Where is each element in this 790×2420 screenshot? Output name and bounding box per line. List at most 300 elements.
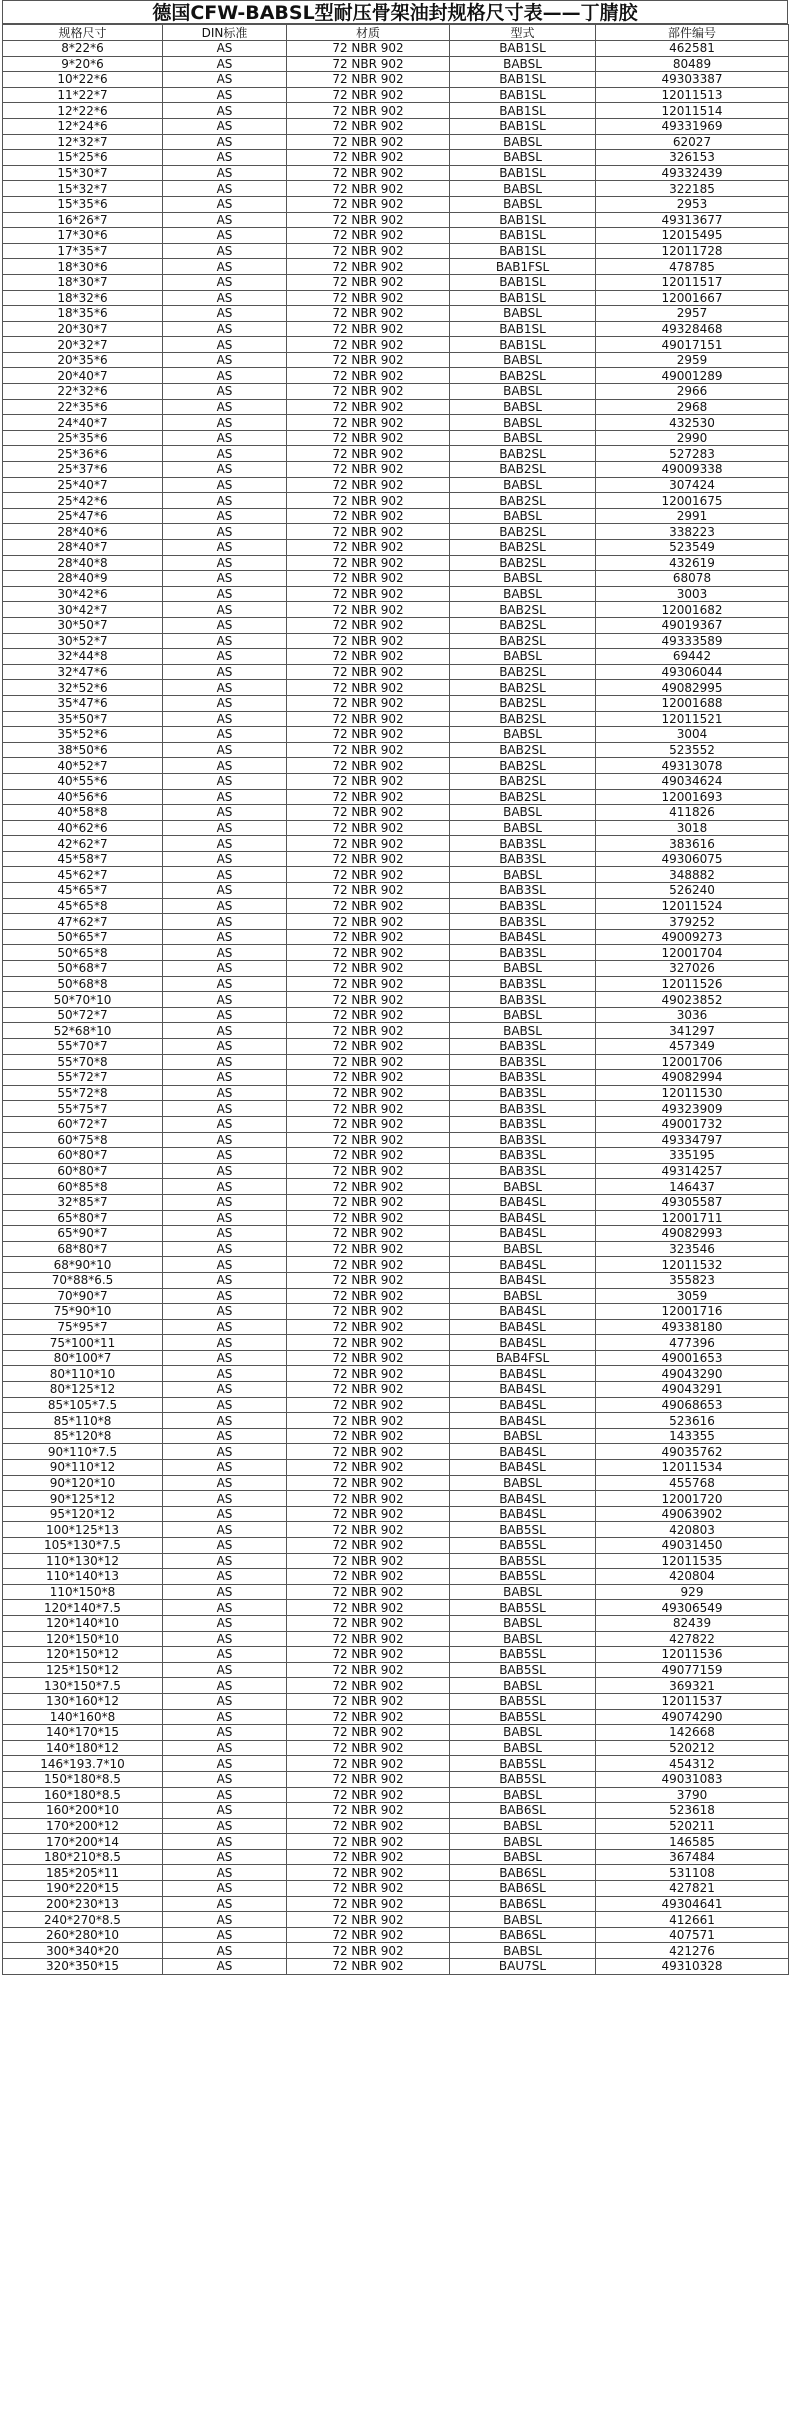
cell-din: AS — [163, 992, 287, 1008]
cell-part-number: 49034624 — [596, 773, 789, 789]
cell-din: AS — [163, 118, 287, 134]
table-row — [3, 368, 789, 384]
cell-din: AS — [163, 1600, 287, 1616]
cell-din: AS — [163, 1023, 287, 1039]
table-row — [3, 1241, 789, 1257]
cell-type: BABSL — [450, 649, 596, 665]
table-row — [3, 1553, 789, 1569]
cell-material: 72 NBR 902 — [287, 586, 450, 602]
cell-type: BABSL — [450, 1288, 596, 1304]
cell-part-number: 80489 — [596, 56, 789, 72]
cell-din: AS — [163, 243, 287, 259]
cell-material: 72 NBR 902 — [287, 898, 450, 914]
cell-type: BAB4SL — [450, 1366, 596, 1382]
table-row — [3, 165, 789, 181]
cell-part-number: 520212 — [596, 1740, 789, 1756]
cell-din: AS — [163, 789, 287, 805]
cell-type: BAB3SL — [450, 976, 596, 992]
cell-type: BABSL — [450, 1818, 596, 1834]
cell-part-number: 432619 — [596, 555, 789, 571]
header-material: 材质 — [287, 25, 450, 41]
cell-material: 72 NBR 902 — [287, 1023, 450, 1039]
cell-size: 170*200*12 — [3, 1818, 163, 1834]
table-row — [3, 1366, 789, 1382]
cell-din: AS — [163, 914, 287, 930]
table-row — [3, 1163, 789, 1179]
cell-part-number: 2966 — [596, 384, 789, 400]
cell-material: 72 NBR 902 — [287, 1912, 450, 1928]
cell-size: 180*210*8.5 — [3, 1849, 163, 1865]
cell-size: 55*72*8 — [3, 1085, 163, 1101]
table-row — [3, 1428, 789, 1444]
cell-material: 72 NBR 902 — [287, 508, 450, 524]
cell-type: BAB1SL — [450, 72, 596, 88]
cell-din: AS — [163, 883, 287, 899]
cell-din: AS — [163, 945, 287, 961]
cell-type: BAB4SL — [450, 1335, 596, 1351]
cell-size: 18*35*6 — [3, 306, 163, 322]
table-row — [3, 617, 789, 633]
cell-type: BABSL — [450, 1179, 596, 1195]
table-row — [3, 1693, 789, 1709]
cell-type: BAB4SL — [450, 1397, 596, 1413]
cell-type: BAB5SL — [450, 1693, 596, 1709]
cell-material: 72 NBR 902 — [287, 1787, 450, 1803]
cell-size: 11*22*7 — [3, 87, 163, 103]
cell-type: BAB1SL — [450, 41, 596, 57]
table-row — [3, 1210, 789, 1226]
table-row — [3, 992, 789, 1008]
cell-din: AS — [163, 493, 287, 509]
table-row — [3, 1709, 789, 1725]
cell-part-number: 427821 — [596, 1881, 789, 1897]
cell-size: 18*30*7 — [3, 274, 163, 290]
cell-material: 72 NBR 902 — [287, 290, 450, 306]
cell-din: AS — [163, 1148, 287, 1164]
cell-din: AS — [163, 150, 287, 166]
table-row — [3, 1039, 789, 1055]
cell-material: 72 NBR 902 — [287, 243, 450, 259]
cell-part-number: 523616 — [596, 1413, 789, 1429]
cell-size: 185*205*11 — [3, 1865, 163, 1881]
cell-size: 65*80*7 — [3, 1210, 163, 1226]
cell-din: AS — [163, 1319, 287, 1335]
cell-part-number: 523549 — [596, 540, 789, 556]
cell-size: 300*340*20 — [3, 1943, 163, 1959]
cell-part-number: 421276 — [596, 1943, 789, 1959]
cell-size: 55*70*8 — [3, 1054, 163, 1070]
cell-part-number: 12001706 — [596, 1054, 789, 1070]
cell-type: BAB1SL — [450, 243, 596, 259]
cell-type: BABSL — [450, 384, 596, 400]
cell-part-number: 146437 — [596, 1179, 789, 1195]
cell-part-number: 12011530 — [596, 1085, 789, 1101]
cell-din: AS — [163, 446, 287, 462]
cell-part-number: 49306044 — [596, 664, 789, 680]
cell-din: AS — [163, 742, 287, 758]
cell-type: BABSL — [450, 1241, 596, 1257]
cell-size: 25*47*6 — [3, 508, 163, 524]
cell-material: 72 NBR 902 — [287, 727, 450, 743]
cell-type: BAB6SL — [450, 1803, 596, 1819]
cell-size: 32*47*6 — [3, 664, 163, 680]
cell-material: 72 NBR 902 — [287, 399, 450, 415]
cell-size: 120*140*10 — [3, 1615, 163, 1631]
cell-size: 38*50*6 — [3, 742, 163, 758]
cell-din: AS — [163, 290, 287, 306]
cell-din: AS — [163, 1257, 287, 1273]
cell-material: 72 NBR 902 — [287, 1491, 450, 1507]
cell-material: 72 NBR 902 — [287, 1834, 450, 1850]
cell-material: 72 NBR 902 — [287, 165, 450, 181]
cell-material: 72 NBR 902 — [287, 540, 450, 556]
cell-material: 72 NBR 902 — [287, 446, 450, 462]
cell-type: BAB2SL — [450, 789, 596, 805]
cell-din: AS — [163, 1070, 287, 1086]
cell-din: AS — [163, 415, 287, 431]
cell-material: 72 NBR 902 — [287, 1818, 450, 1834]
cell-size: 60*80*7 — [3, 1148, 163, 1164]
cell-material: 72 NBR 902 — [287, 1335, 450, 1351]
cell-din: AS — [163, 1444, 287, 1460]
table-row — [3, 711, 789, 727]
cell-part-number: 62027 — [596, 134, 789, 150]
cell-size: 75*100*11 — [3, 1335, 163, 1351]
cell-type: BAB6SL — [450, 1896, 596, 1912]
cell-type: BABSL — [450, 1912, 596, 1928]
cell-din: AS — [163, 1959, 287, 1975]
cell-material: 72 NBR 902 — [287, 150, 450, 166]
cell-din: AS — [163, 1116, 287, 1132]
cell-size: 22*32*6 — [3, 384, 163, 400]
cell-din: AS — [163, 1834, 287, 1850]
table-row — [3, 1335, 789, 1351]
cell-material: 72 NBR 902 — [287, 1865, 450, 1881]
cell-type: BAB6SL — [450, 1881, 596, 1897]
cell-size: 60*75*8 — [3, 1132, 163, 1148]
cell-material: 72 NBR 902 — [287, 1756, 450, 1772]
table-row — [3, 1600, 789, 1616]
cell-material: 72 NBR 902 — [287, 1350, 450, 1366]
table-row — [3, 805, 789, 821]
table-row — [3, 524, 789, 540]
cell-part-number: 49310328 — [596, 1959, 789, 1975]
cell-type: BAB5SL — [450, 1522, 596, 1538]
table-row — [3, 1771, 789, 1787]
cell-type: BAB4SL — [450, 1413, 596, 1429]
cell-size: 20*40*7 — [3, 368, 163, 384]
table-row — [3, 633, 789, 649]
cell-material: 72 NBR 902 — [287, 212, 450, 228]
cell-type: BABSL — [450, 1584, 596, 1600]
cell-type: BABSL — [450, 181, 596, 197]
cell-size: 68*90*10 — [3, 1257, 163, 1273]
cell-part-number: 12011535 — [596, 1553, 789, 1569]
cell-din: AS — [163, 399, 287, 415]
cell-material: 72 NBR 902 — [287, 41, 450, 57]
cell-din: AS — [163, 695, 287, 711]
cell-size: 80*110*10 — [3, 1366, 163, 1382]
cell-din: AS — [163, 274, 287, 290]
cell-part-number: 49338180 — [596, 1319, 789, 1335]
table-row — [3, 41, 789, 57]
cell-part-number: 12001720 — [596, 1491, 789, 1507]
cell-size: 25*40*7 — [3, 477, 163, 493]
cell-part-number: 49068653 — [596, 1397, 789, 1413]
cell-type: BAB1SL — [450, 274, 596, 290]
cell-part-number: 929 — [596, 1584, 789, 1600]
cell-part-number: 12011534 — [596, 1460, 789, 1476]
cell-type: BABSL — [450, 571, 596, 587]
cell-type: BAB5SL — [450, 1709, 596, 1725]
table-row — [3, 399, 789, 415]
cell-size: 25*42*6 — [3, 493, 163, 509]
cell-type: BAB4SL — [450, 1491, 596, 1507]
cell-part-number: 49023852 — [596, 992, 789, 1008]
cell-din: AS — [163, 306, 287, 322]
cell-din: AS — [163, 1397, 287, 1413]
table-row — [3, 1194, 789, 1210]
cell-material: 72 NBR 902 — [287, 352, 450, 368]
cell-din: AS — [163, 898, 287, 914]
cell-size: 146*193.7*10 — [3, 1756, 163, 1772]
cell-din: AS — [163, 1413, 287, 1429]
cell-material: 72 NBR 902 — [287, 462, 450, 478]
cell-type: BAB4SL — [450, 1194, 596, 1210]
cell-din: AS — [163, 56, 287, 72]
cell-din: AS — [163, 1179, 287, 1195]
cell-type: BAB4SL — [450, 1272, 596, 1288]
cell-size: 150*180*8.5 — [3, 1771, 163, 1787]
cell-size: 35*50*7 — [3, 711, 163, 727]
table-row — [3, 415, 789, 431]
cell-din: AS — [163, 1475, 287, 1491]
cell-material: 72 NBR 902 — [287, 1740, 450, 1756]
cell-type: BAB2SL — [450, 493, 596, 509]
cell-din: AS — [163, 1709, 287, 1725]
cell-material: 72 NBR 902 — [287, 836, 450, 852]
cell-type: BAB2SL — [450, 368, 596, 384]
cell-part-number: 12011521 — [596, 711, 789, 727]
cell-material: 72 NBR 902 — [287, 56, 450, 72]
table-row — [3, 1475, 789, 1491]
cell-size: 30*42*7 — [3, 602, 163, 618]
cell-type: BAB2SL — [450, 742, 596, 758]
cell-part-number: 2968 — [596, 399, 789, 415]
cell-part-number: 432530 — [596, 415, 789, 431]
cell-type: BABSL — [450, 399, 596, 415]
table-row — [3, 56, 789, 72]
table-row — [3, 898, 789, 914]
cell-din: AS — [163, 1522, 287, 1538]
cell-material: 72 NBR 902 — [287, 680, 450, 696]
cell-part-number: 49001289 — [596, 368, 789, 384]
cell-size: 28*40*9 — [3, 571, 163, 587]
table-row — [3, 87, 789, 103]
cell-material: 72 NBR 902 — [287, 1101, 450, 1117]
cell-size: 130*160*12 — [3, 1693, 163, 1709]
cell-material: 72 NBR 902 — [287, 1148, 450, 1164]
cell-size: 70*88*6.5 — [3, 1272, 163, 1288]
cell-din: AS — [163, 1756, 287, 1772]
table-row — [3, 1584, 789, 1600]
cell-part-number: 49303387 — [596, 72, 789, 88]
table-row — [3, 1101, 789, 1117]
cell-size: 60*72*7 — [3, 1116, 163, 1132]
cell-type: BAB4SL — [450, 1382, 596, 1398]
cell-material: 72 NBR 902 — [287, 1943, 450, 1959]
cell-din: AS — [163, 1007, 287, 1023]
cell-type: BABSL — [450, 1007, 596, 1023]
cell-material: 72 NBR 902 — [287, 1881, 450, 1897]
cell-din: AS — [163, 508, 287, 524]
cell-part-number: 49323909 — [596, 1101, 789, 1117]
cell-material: 72 NBR 902 — [287, 1615, 450, 1631]
cell-size: 45*62*7 — [3, 867, 163, 883]
cell-din: AS — [163, 228, 287, 244]
table-row — [3, 352, 789, 368]
cell-material: 72 NBR 902 — [287, 851, 450, 867]
cell-part-number: 523618 — [596, 1803, 789, 1819]
table-title: 德国CFW-BABSL型耐压骨架油封规格尺寸表——丁腈胶 — [2, 0, 788, 24]
cell-size: 170*200*14 — [3, 1834, 163, 1850]
cell-material: 72 NBR 902 — [287, 695, 450, 711]
cell-part-number: 49082995 — [596, 680, 789, 696]
cell-part-number: 12011513 — [596, 87, 789, 103]
cell-part-number: 369321 — [596, 1678, 789, 1694]
cell-part-number: 326153 — [596, 150, 789, 166]
table-row — [3, 212, 789, 228]
table-row — [3, 586, 789, 602]
cell-size: 50*70*10 — [3, 992, 163, 1008]
cell-size: 45*65*7 — [3, 883, 163, 899]
cell-material: 72 NBR 902 — [287, 1771, 450, 1787]
table-row — [3, 945, 789, 961]
cell-din: AS — [163, 337, 287, 353]
cell-size: 110*130*12 — [3, 1553, 163, 1569]
cell-size: 190*220*15 — [3, 1881, 163, 1897]
cell-material: 72 NBR 902 — [287, 1959, 450, 1975]
cell-material: 72 NBR 902 — [287, 1397, 450, 1413]
cell-type: BABSL — [450, 134, 596, 150]
cell-material: 72 NBR 902 — [287, 976, 450, 992]
cell-size: 105*130*7.5 — [3, 1538, 163, 1554]
cell-part-number: 12011728 — [596, 243, 789, 259]
cell-din: AS — [163, 368, 287, 384]
cell-material: 72 NBR 902 — [287, 1475, 450, 1491]
cell-type: BAB1SL — [450, 87, 596, 103]
cell-part-number: 2990 — [596, 430, 789, 446]
cell-size: 42*62*7 — [3, 836, 163, 852]
cell-material: 72 NBR 902 — [287, 555, 450, 571]
cell-type: BAB1SL — [450, 321, 596, 337]
cell-part-number: 478785 — [596, 259, 789, 275]
cell-din: AS — [163, 602, 287, 618]
cell-din: AS — [163, 1865, 287, 1881]
cell-type: BAB5SL — [450, 1662, 596, 1678]
cell-part-number: 338223 — [596, 524, 789, 540]
cell-din: AS — [163, 1569, 287, 1585]
cell-type: BAB1SL — [450, 165, 596, 181]
cell-material: 72 NBR 902 — [287, 1194, 450, 1210]
cell-type: BABSL — [450, 150, 596, 166]
cell-type: BABSL — [450, 1943, 596, 1959]
cell-din: AS — [163, 961, 287, 977]
cell-part-number: 323546 — [596, 1241, 789, 1257]
cell-type: BABSL — [450, 508, 596, 524]
table-row — [3, 1662, 789, 1678]
cell-type: BAB1SL — [450, 290, 596, 306]
cell-material: 72 NBR 902 — [287, 1039, 450, 1055]
cell-size: 110*150*8 — [3, 1584, 163, 1600]
cell-size: 55*75*7 — [3, 1101, 163, 1117]
cell-type: BABSL — [450, 352, 596, 368]
cell-part-number: 49332439 — [596, 165, 789, 181]
cell-part-number: 49043291 — [596, 1382, 789, 1398]
cell-din: AS — [163, 1039, 287, 1055]
cell-din: AS — [163, 555, 287, 571]
table-row — [3, 493, 789, 509]
cell-din: AS — [163, 462, 287, 478]
cell-din: AS — [163, 1615, 287, 1631]
cell-material: 72 NBR 902 — [287, 493, 450, 509]
cell-din: AS — [163, 165, 287, 181]
cell-size: 75*90*10 — [3, 1304, 163, 1320]
cell-material: 72 NBR 902 — [287, 1709, 450, 1725]
cell-size: 120*150*12 — [3, 1647, 163, 1663]
cell-din: AS — [163, 430, 287, 446]
cell-part-number: 12001682 — [596, 602, 789, 618]
cell-din: AS — [163, 1849, 287, 1865]
cell-type: BAB4SL — [450, 929, 596, 945]
cell-part-number: 2953 — [596, 196, 789, 212]
table-row — [3, 1413, 789, 1429]
cell-part-number: 411826 — [596, 805, 789, 821]
table-row — [3, 1569, 789, 1585]
table-row — [3, 883, 789, 899]
cell-din: AS — [163, 664, 287, 680]
cell-material: 72 NBR 902 — [287, 1179, 450, 1195]
cell-material: 72 NBR 902 — [287, 1725, 450, 1741]
cell-size: 90*120*10 — [3, 1475, 163, 1491]
cell-material: 72 NBR 902 — [287, 929, 450, 945]
cell-part-number: 49043290 — [596, 1366, 789, 1382]
cell-part-number: 3003 — [596, 586, 789, 602]
table-row — [3, 103, 789, 119]
cell-size: 17*35*7 — [3, 243, 163, 259]
table-row — [3, 1054, 789, 1070]
cell-size: 20*35*6 — [3, 352, 163, 368]
cell-part-number: 49082993 — [596, 1226, 789, 1242]
cell-material: 72 NBR 902 — [287, 1226, 450, 1242]
cell-size: 80*100*7 — [3, 1350, 163, 1366]
cell-size: 35*47*6 — [3, 695, 163, 711]
cell-part-number: 3036 — [596, 1007, 789, 1023]
cell-part-number: 527283 — [596, 446, 789, 462]
cell-material: 72 NBR 902 — [287, 1803, 450, 1819]
cell-din: AS — [163, 1491, 287, 1507]
cell-type: BABSL — [450, 1740, 596, 1756]
cell-part-number: 12011524 — [596, 898, 789, 914]
cell-size: 240*270*8.5 — [3, 1912, 163, 1928]
cell-size: 47*62*7 — [3, 914, 163, 930]
cell-material: 72 NBR 902 — [287, 820, 450, 836]
cell-type: BABSL — [450, 1725, 596, 1741]
cell-type: BABSL — [450, 1615, 596, 1631]
cell-din: AS — [163, 1272, 287, 1288]
table-row — [3, 181, 789, 197]
cell-part-number: 12001667 — [596, 290, 789, 306]
